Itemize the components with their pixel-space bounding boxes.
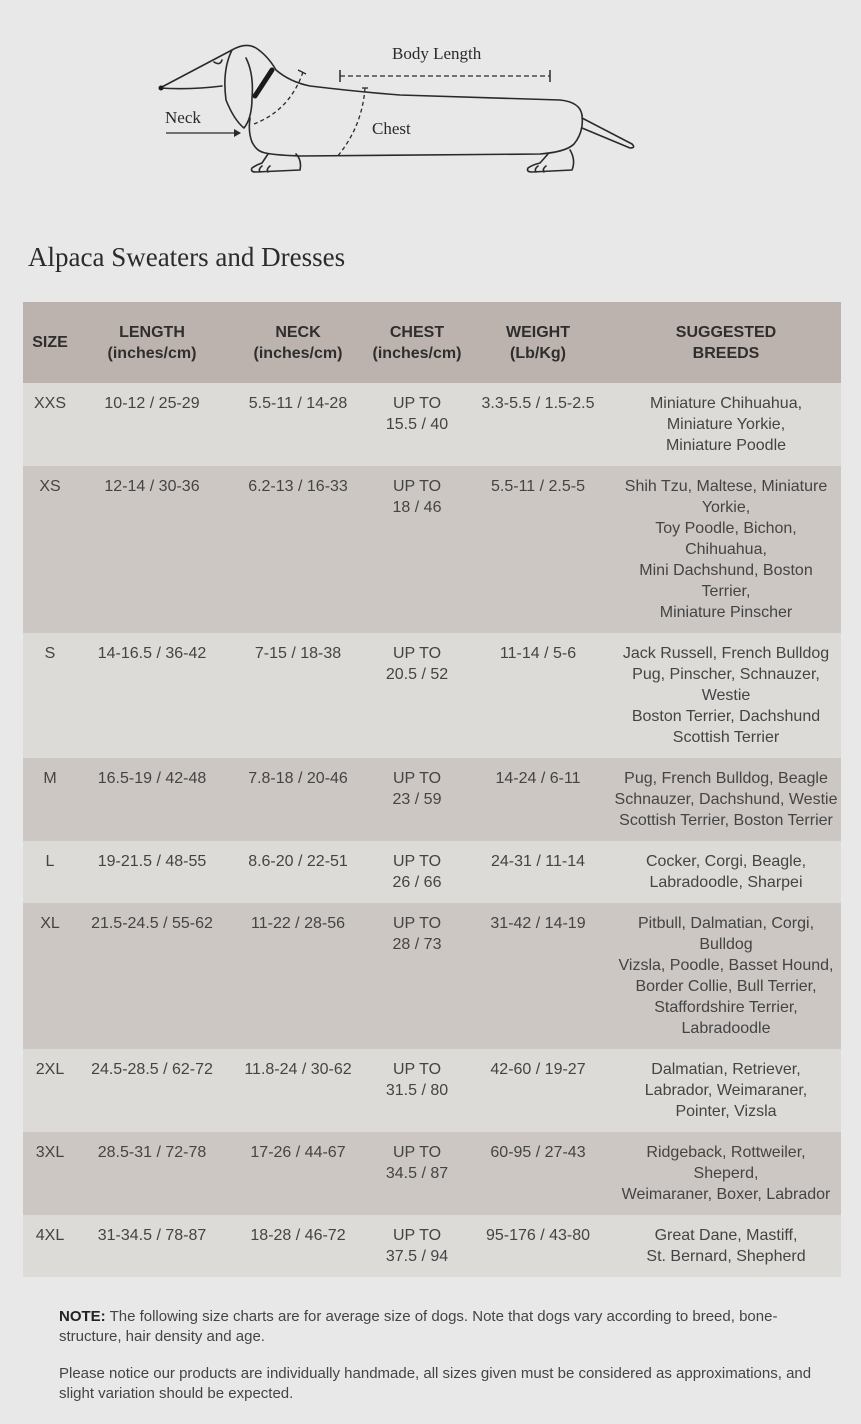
- table-row: [23, 841, 841, 903]
- dachshund-illustration: [0, 0, 861, 210]
- breed-line: Miniature Chihuahua,: [649, 395, 803, 412]
- cell-breeds: [611, 1215, 841, 1277]
- cell-neck: 5.5-11 / 14-28: [227, 383, 369, 466]
- header-length: [77, 302, 227, 383]
- chest-value: 37.5 / 94: [385, 1248, 449, 1265]
- header-neck-label: NECK: [275, 323, 321, 341]
- breed-line: Labrador, Weimaraner,: [644, 1082, 808, 1099]
- table-row: [23, 633, 841, 758]
- cell-neck: 7.8-18 / 20-46: [227, 758, 369, 841]
- cell-breeds: [611, 903, 841, 1049]
- breed-line: Shih Tzu, Maltese, Miniature Yorkie,: [624, 478, 828, 516]
- breed-line: Scottish Terrier, Boston Terrier: [619, 812, 833, 829]
- chest-prefix: UP TO: [392, 1227, 442, 1244]
- cell-size: S: [23, 633, 77, 758]
- table-row: [23, 466, 841, 633]
- breed-line: Pitbull, Dalmatian, Corgi, Bulldog: [637, 915, 815, 953]
- cell-chest: [369, 841, 465, 903]
- cell-neck: 11.8-24 / 30-62: [227, 1049, 369, 1132]
- cell-breeds: [611, 841, 841, 903]
- header-chest: [369, 302, 465, 383]
- chest-value: 15.5 / 40: [385, 416, 449, 433]
- breed-line: St. Bernard, Shepherd: [646, 1248, 806, 1265]
- breed-line: Toy Poodle, Bichon, Chihuahua,: [655, 520, 797, 558]
- chest-value: 31.5 / 80: [385, 1082, 449, 1099]
- cell-length: 10-12 / 25-29: [77, 383, 227, 466]
- breed-line: Ridgeback, Rottweiler, Sheperd,: [646, 1144, 806, 1182]
- table-body: [23, 383, 841, 1277]
- breed-line: Dalmatian, Retriever,: [651, 1061, 801, 1078]
- page-title: Alpaca Sweaters and Dresses: [28, 242, 346, 272]
- table-row: [23, 1049, 841, 1132]
- breed-line: Jack Russell, French Bulldog: [622, 645, 830, 662]
- breed-line: Pug, French Bulldog, Beagle: [624, 770, 828, 787]
- cell-chest: [369, 633, 465, 758]
- header-weight: [465, 302, 611, 383]
- cell-weight: 42-60 / 19-27: [465, 1049, 611, 1132]
- cell-chest: [369, 1049, 465, 1132]
- header-size-label: SIZE: [32, 334, 68, 351]
- cell-breeds: [611, 1049, 841, 1132]
- breed-line: Great Dane, Mastiff,: [654, 1227, 798, 1244]
- cell-length: 28.5-31 / 72-78: [77, 1132, 227, 1215]
- header-weight-unit: (Lb/Kg): [510, 344, 566, 362]
- breed-line: Miniature Pinscher: [659, 604, 793, 621]
- cell-breeds: [611, 1132, 841, 1215]
- header-neck: [227, 302, 369, 383]
- breed-line: Weimaraner, Boxer, Labrador: [621, 1186, 831, 1203]
- cell-neck: 18-28 / 46-72: [227, 1215, 369, 1277]
- header-weight-label: WEIGHT: [506, 323, 570, 341]
- header-chest-label: CHEST: [389, 323, 445, 341]
- header-breeds-label: SUGGESTED: [675, 323, 777, 341]
- breed-line: Cocker, Corgi, Beagle,: [645, 853, 807, 870]
- cell-size: M: [23, 758, 77, 841]
- cell-weight: 11-14 / 5-6: [465, 633, 611, 758]
- cell-length: 12-14 / 30-36: [77, 466, 227, 633]
- chest-value: 18 / 46: [392, 499, 442, 516]
- breed-line: Mini Dachshund, Boston Terrier,: [639, 562, 813, 600]
- cell-neck: 8.6-20 / 22-51: [227, 841, 369, 903]
- cell-neck: 11-22 / 28-56: [227, 903, 369, 1049]
- cell-weight: 31-42 / 14-19: [465, 903, 611, 1049]
- cell-length: 14-16.5 / 36-42: [77, 633, 227, 758]
- chest-value: 26 / 66: [392, 874, 442, 891]
- chest-prefix: UP TO: [392, 853, 442, 870]
- dog-measurement-diagram: [0, 0, 861, 210]
- breed-line: Schnauzer, Dachshund, Westie: [614, 791, 838, 808]
- cell-size: XS: [23, 466, 77, 633]
- cell-chest: [369, 1132, 465, 1215]
- table-row: [23, 903, 841, 1049]
- note-paragraph: [59, 1307, 819, 1347]
- cell-neck: 17-26 / 44-67: [227, 1132, 369, 1215]
- breed-line: Labradoodle, Sharpei: [649, 874, 803, 891]
- neck-label: Neck: [165, 108, 201, 127]
- cell-weight: 95-176 / 43-80: [465, 1215, 611, 1277]
- breed-line: Boston Terrier, Dachshund: [631, 708, 821, 725]
- chest-prefix: UP TO: [392, 645, 442, 662]
- cell-breeds: [611, 466, 841, 633]
- header-length-unit: (inches/cm): [107, 344, 197, 362]
- cell-chest: [369, 1215, 465, 1277]
- note-label: NOTE:: [59, 1308, 106, 1325]
- breed-line: Miniature Yorkie,: [666, 416, 786, 433]
- breed-line: Staffordshire Terrier, Labradoodle: [654, 999, 798, 1037]
- table-header-row: [23, 302, 841, 383]
- cell-breeds: [611, 758, 841, 841]
- cell-length: 16.5-19 / 42-48: [77, 758, 227, 841]
- cell-neck: 6.2-13 / 16-33: [227, 466, 369, 633]
- table-row: [23, 758, 841, 841]
- breed-line: Pointer, Vizsla: [675, 1103, 777, 1120]
- cell-chest: [369, 466, 465, 633]
- table-row: [23, 383, 841, 466]
- cell-size: XXS: [23, 383, 77, 466]
- cell-weight: 3.3-5.5 / 1.5-2.5: [465, 383, 611, 466]
- cell-breeds: [611, 383, 841, 466]
- cell-length: 21.5-24.5 / 55-62: [77, 903, 227, 1049]
- breed-line: Vizsla, Poodle, Basset Hound,: [618, 957, 834, 974]
- cell-weight: 5.5-11 / 2.5-5: [465, 466, 611, 633]
- chest-value: 20.5 / 52: [385, 666, 449, 683]
- header-breeds: [611, 302, 841, 383]
- note-text: The following size charts are for average size of dogs. Note that dogs vary according to breed, bone-structure, hair density and age.: [59, 1308, 778, 1345]
- body-length-label: Body Length: [392, 44, 482, 63]
- header-breeds-label-2: BREEDS: [692, 344, 760, 362]
- cell-weight: 14-24 / 6-11: [465, 758, 611, 841]
- cell-weight: 24-31 / 11-14: [465, 841, 611, 903]
- cell-chest: [369, 758, 465, 841]
- cell-size: XL: [23, 903, 77, 1049]
- cell-length: 31-34.5 / 78-87: [77, 1215, 227, 1277]
- cell-size: 4XL: [23, 1215, 77, 1277]
- breed-line: Border Collie, Bull Terrier,: [635, 978, 817, 995]
- cell-weight: 60-95 / 27-43: [465, 1132, 611, 1215]
- chest-prefix: UP TO: [392, 770, 442, 787]
- chest-prefix: UP TO: [392, 1144, 442, 1161]
- chest-prefix: UP TO: [392, 478, 442, 495]
- chest-prefix: UP TO: [392, 395, 442, 412]
- header-size: [23, 302, 77, 383]
- breed-line: Pug, Pinscher, Schnauzer, Westie: [632, 666, 820, 704]
- chest-value: 28 / 73: [392, 936, 442, 953]
- chest-value: 23 / 59: [392, 791, 442, 808]
- header-chest-unit: (inches/cm): [372, 344, 462, 362]
- cell-size: L: [23, 841, 77, 903]
- chest-prefix: UP TO: [392, 915, 442, 932]
- notes-section: [59, 1307, 819, 1404]
- size-chart-table: [23, 302, 841, 1277]
- table-row: [23, 1215, 841, 1277]
- cell-size: 2XL: [23, 1049, 77, 1132]
- cell-chest: [369, 383, 465, 466]
- cell-length: 19-21.5 / 48-55: [77, 841, 227, 903]
- chest-prefix: UP TO: [392, 1061, 442, 1078]
- disclaimer-paragraph: Please notice our products are individually handmade, all sizes given must be considered as approximations, and slight variation should be expected.: [59, 1365, 812, 1402]
- breed-line: Miniature Poodle: [665, 437, 787, 454]
- header-neck-unit: (inches/cm): [253, 344, 343, 362]
- cell-length: 24.5-28.5 / 62-72: [77, 1049, 227, 1132]
- table-row: [23, 1132, 841, 1215]
- header-length-label: LENGTH: [119, 323, 185, 341]
- chest-label: Chest: [372, 119, 411, 138]
- cell-size: 3XL: [23, 1132, 77, 1215]
- cell-breeds: [611, 633, 841, 758]
- breed-line: Scottish Terrier: [672, 729, 780, 746]
- cell-neck: 7-15 / 18-38: [227, 633, 369, 758]
- cell-chest: [369, 903, 465, 1049]
- chest-value: 34.5 / 87: [385, 1165, 449, 1182]
